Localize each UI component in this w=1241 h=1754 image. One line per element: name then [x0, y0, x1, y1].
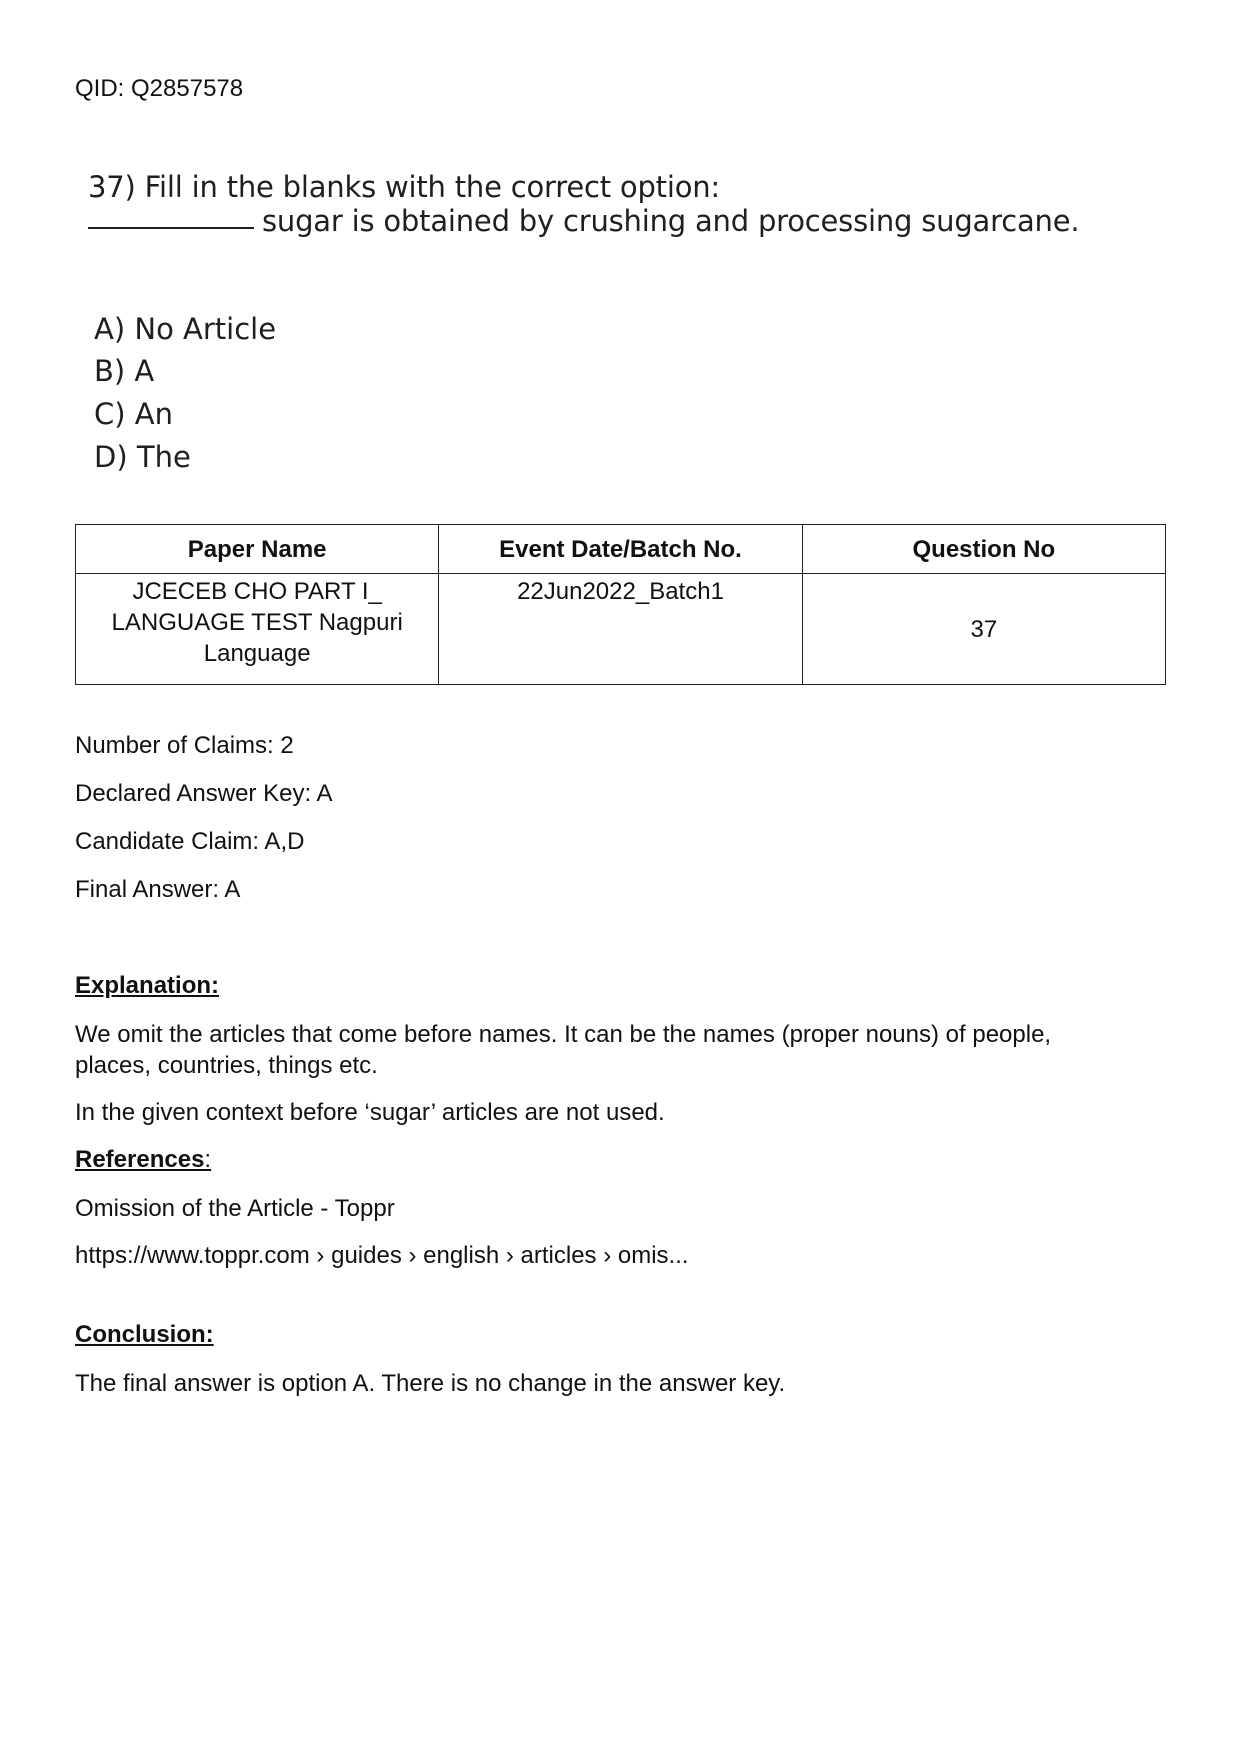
paper-name-cell: JCECEB CHO PART I_ LANGUAGE TEST Nagpuri Language — [76, 574, 439, 685]
references-heading-colon: : — [204, 1146, 212, 1173]
paper-name-header: Paper Name — [76, 525, 439, 574]
explanation-heading: Explanation: — [75, 972, 220, 999]
event-batch-cell: 22Jun2022_Batch1 — [439, 574, 802, 685]
question-no-header: Question No — [802, 525, 1165, 574]
number-of-claims: Number of Claims: 2 — [75, 732, 294, 759]
paper-info-table — [75, 524, 1166, 685]
conclusion-text: The final answer is option A. There is no change in the answer key. — [75, 1370, 786, 1397]
reference-title: Omission of the Article - Toppr — [75, 1195, 395, 1222]
question-image — [88, 170, 1080, 490]
question-sentence-line — [88, 204, 1079, 238]
question-sentence: sugar is obtained by crushing and processing sugarcane. — [262, 204, 1080, 238]
option-b: B) A — [94, 354, 155, 388]
option-d: D) The — [94, 440, 191, 474]
question-id: QID: Q2857578 — [75, 75, 244, 102]
references-heading: References — [75, 1146, 205, 1173]
option-a: A) No Article — [94, 312, 277, 346]
reference-url: https://www.toppr.com › guides › english › articles › omis... — [75, 1242, 689, 1269]
question-prompt: 37) Fill in the blanks with the correct option: — [88, 170, 720, 204]
question-no-cell: 37 — [802, 574, 1165, 685]
conclusion-heading: Conclusion: — [75, 1321, 214, 1348]
table-header-row — [76, 525, 1166, 574]
final-answer: Final Answer: A — [75, 876, 241, 903]
candidate-claim: Candidate Claim: A,D — [75, 828, 305, 855]
table-row — [76, 574, 1166, 685]
explanation-paragraph: We omit the articles that come before names. It can be the names (proper nouns) of people, places, countries, things etc. — [75, 1021, 1052, 1079]
blank-underline — [88, 227, 254, 229]
declared-answer-key: Declared Answer Key: A — [75, 780, 333, 807]
explanation-context: In the given context before ‘sugar’ articles are not used. — [75, 1099, 665, 1126]
option-c: C) An — [94, 397, 173, 431]
event-date-header: Event Date/Batch No. — [439, 525, 802, 574]
references-heading-line — [75, 1145, 211, 1175]
